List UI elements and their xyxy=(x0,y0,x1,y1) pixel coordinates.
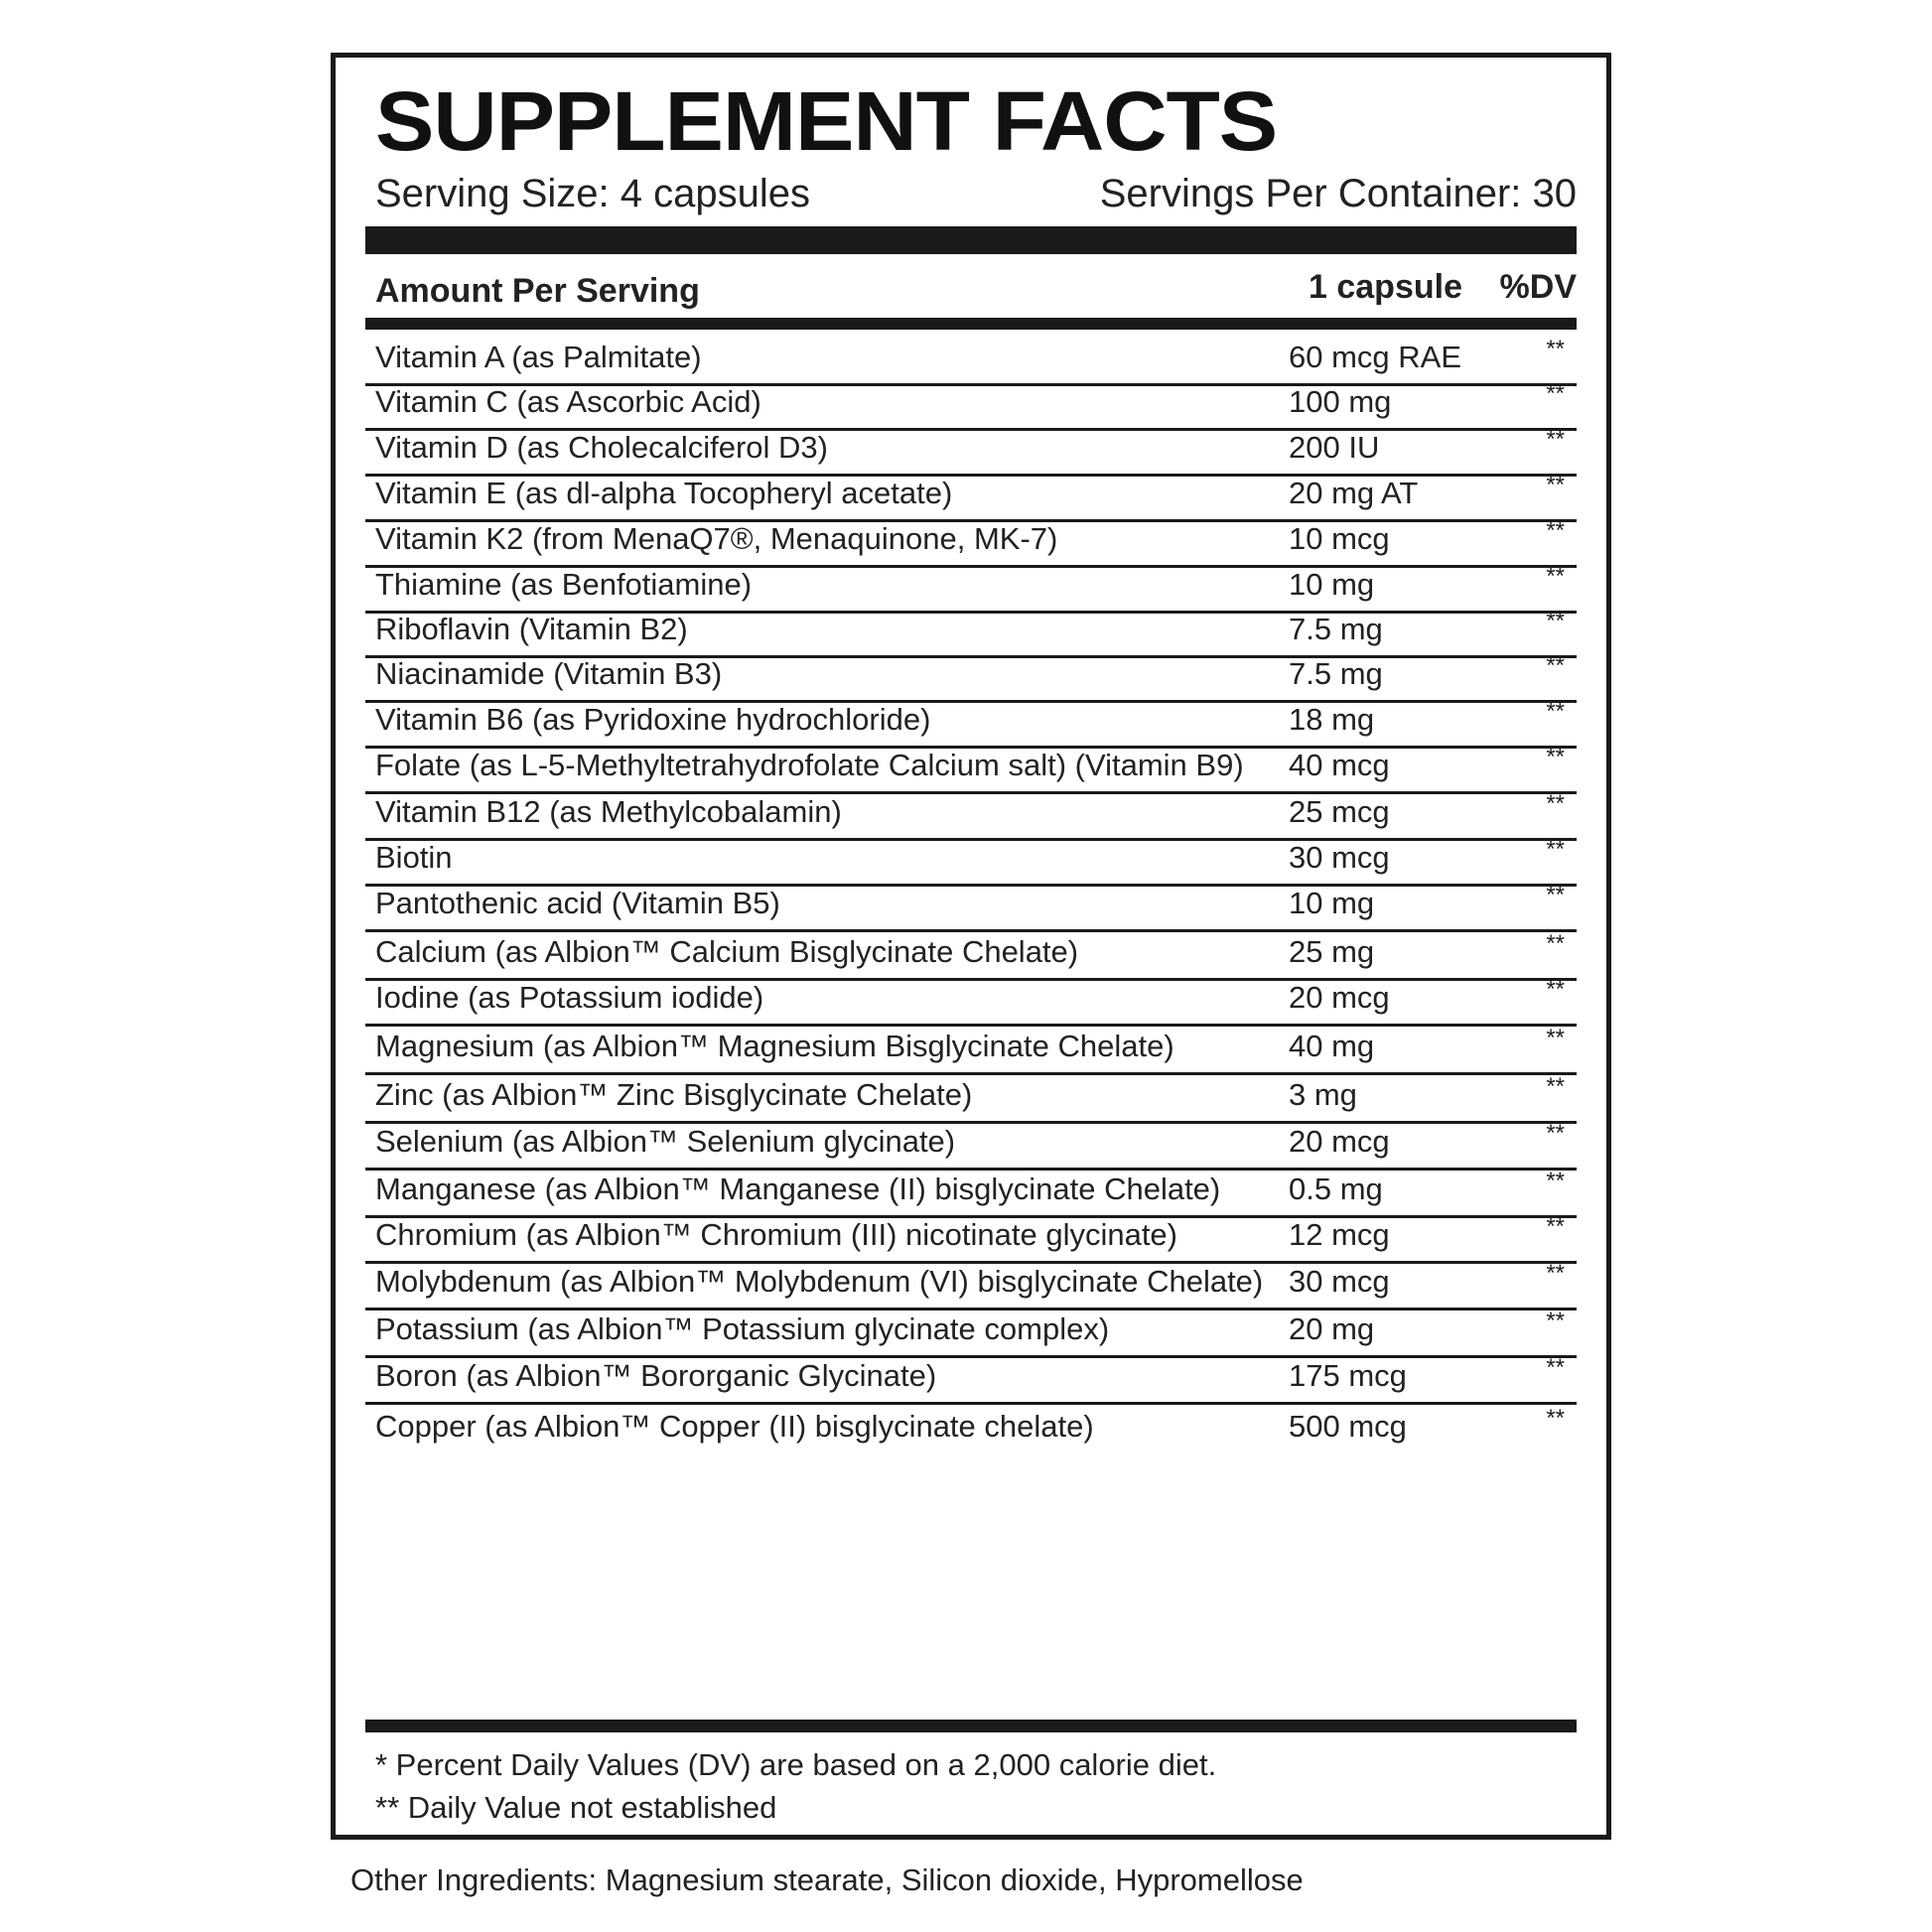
table-row xyxy=(365,976,1577,1027)
other-ingredients: Other Ingredients: Magnesium stearate, Silicon dioxide, Hypromellose xyxy=(350,1863,1304,1897)
nutrient-amount: 12 mcg xyxy=(1289,1217,1390,1252)
table-row xyxy=(365,1308,1577,1358)
nutrient-amount: 7.5 mg xyxy=(1289,656,1383,691)
header-capsule: 1 capsule xyxy=(1309,268,1462,306)
nutrient-name: Thiamine (as Benfotiamine) xyxy=(375,567,753,602)
table-row xyxy=(365,1075,1577,1124)
nutrient-dv: ** xyxy=(1546,1213,1565,1240)
nutrient-name: Riboflavin (Vitamin B2) xyxy=(375,612,688,646)
nutrient-dv: ** xyxy=(1546,472,1565,498)
nutrient-name: Vitamin B12 (as Methylcobalamin) xyxy=(375,794,842,829)
nutrient-dv: ** xyxy=(1546,608,1565,634)
nutrient-name: Folate (as L-5-Methyltetrahydrofolate Calcium salt) (Vitamin B9) xyxy=(375,748,1244,782)
nutrient-name: Vitamin K2 (from MenaQ7®, Menaquinone, MK-7) xyxy=(375,521,1058,556)
nutrient-dv: ** xyxy=(1546,380,1565,407)
nutrient-dv: ** xyxy=(1546,1168,1565,1194)
nutrient-amount: 200 IU xyxy=(1289,430,1380,465)
table-row xyxy=(365,882,1577,932)
nutrient-name: Potassium (as Albion™ Potassium glycinate complex) xyxy=(375,1311,1110,1346)
nutrient-name: Vitamin B6 (as Pyridoxine hydrochloride) xyxy=(375,702,931,737)
nutrient-dv: ** xyxy=(1546,1260,1565,1287)
nutrient-dv: ** xyxy=(1546,336,1565,362)
nutrient-name: Iodine (as Potassium iodide) xyxy=(375,980,764,1015)
nutrient-dv: ** xyxy=(1546,930,1565,957)
table-row xyxy=(365,1354,1577,1405)
nutrient-name: Pantothenic acid (Vitamin B5) xyxy=(375,886,780,920)
nutrient-dv: ** xyxy=(1546,517,1565,544)
table-row xyxy=(365,1260,1577,1311)
table-row xyxy=(365,330,1577,386)
nutrient-amount: 20 mcg xyxy=(1289,1124,1390,1159)
nutrient-amount: 10 mg xyxy=(1289,567,1375,602)
nutrient-amount: 60 mcg RAE xyxy=(1289,340,1462,374)
table-row xyxy=(365,608,1577,658)
nutrient-amount: 40 mcg xyxy=(1289,748,1390,782)
nutrient-dv: ** xyxy=(1546,1025,1565,1051)
nutrient-amount: 18 mg xyxy=(1289,702,1375,737)
nutrient-dv: ** xyxy=(1546,836,1565,863)
nutrient-name: Chromium (as Albion™ Chromium (III) nicotinate glycinate) xyxy=(375,1217,1177,1252)
header-amount-per-serving: Amount Per Serving xyxy=(375,272,700,310)
supplement-facts-panel xyxy=(331,53,1611,1840)
table-row xyxy=(365,517,1577,568)
table-row xyxy=(365,932,1577,981)
nutrient-dv: ** xyxy=(1546,1405,1565,1432)
divider-header xyxy=(365,318,1577,330)
table-row xyxy=(365,652,1577,703)
table-row xyxy=(365,790,1577,841)
table-row xyxy=(365,698,1577,749)
servings-per-container: Servings Per Container: 30 xyxy=(1099,171,1577,215)
nutrient-dv: ** xyxy=(1546,976,1565,1003)
serving-size: Serving Size: 4 capsules xyxy=(375,171,811,215)
footnote-dv-basis: * Percent Daily Values (DV) are based on a 2,000 calorie diet. xyxy=(375,1747,1217,1782)
nutrient-name: Boron (as Albion™ Bororganic Glycinate) xyxy=(375,1358,937,1393)
nutrient-dv: ** xyxy=(1546,1354,1565,1381)
table-row xyxy=(365,1213,1577,1264)
nutrient-amount: 10 mg xyxy=(1289,886,1375,920)
divider-bottom xyxy=(365,1720,1577,1732)
table-row xyxy=(365,744,1577,794)
header-dv: %DV xyxy=(1499,268,1577,306)
nutrient-name: Selenium (as Albion™ Selenium glycinate) xyxy=(375,1124,956,1159)
nutrient-amount: 500 mcg xyxy=(1289,1409,1407,1444)
nutrient-amount: 25 mcg xyxy=(1289,794,1390,829)
table-row xyxy=(365,1168,1577,1218)
nutrient-name: Manganese (as Albion™ Manganese (II) bisglycinate Chelate) xyxy=(375,1172,1221,1206)
nutrient-amount: 20 mg xyxy=(1289,1311,1375,1346)
nutrient-dv: ** xyxy=(1546,1073,1565,1100)
nutrient-amount: 30 mcg xyxy=(1289,1264,1390,1299)
nutrient-amount: 25 mg xyxy=(1289,934,1375,969)
nutrient-amount: 175 mcg xyxy=(1289,1358,1407,1393)
table-row xyxy=(365,836,1577,887)
nutrient-name: Calcium (as Albion™ Calcium Bisglycinate Chelate) xyxy=(375,934,1079,969)
footnote-dv-not-established: ** Daily Value not established xyxy=(375,1790,777,1825)
nutrient-dv: ** xyxy=(1546,1308,1565,1334)
nutrient-dv: ** xyxy=(1546,744,1565,770)
table-row xyxy=(365,426,1577,477)
table-row xyxy=(365,1120,1577,1171)
nutrient-dv: ** xyxy=(1546,698,1565,725)
nutrient-dv: ** xyxy=(1546,882,1565,908)
nutrient-amount: 40 mg xyxy=(1289,1029,1375,1063)
nutrient-dv: ** xyxy=(1546,563,1565,590)
nutrient-name: Vitamin E (as dl-alpha Tocopheryl acetate) xyxy=(375,476,953,510)
nutrient-table xyxy=(365,330,1577,1452)
nutrient-dv: ** xyxy=(1546,652,1565,679)
table-row xyxy=(365,472,1577,522)
nutrient-name: Vitamin A (as Palmitate) xyxy=(375,340,702,374)
serving-info xyxy=(375,169,1577,218)
table-header xyxy=(365,256,1577,318)
nutrient-amount: 20 mcg xyxy=(1289,980,1390,1015)
divider-top xyxy=(365,226,1577,254)
nutrient-amount: 3 mg xyxy=(1289,1077,1357,1112)
nutrient-name: Vitamin D (as Cholecalciferol D3) xyxy=(375,430,828,465)
table-row xyxy=(365,563,1577,614)
nutrient-amount: 10 mcg xyxy=(1289,521,1390,556)
nutrient-name: Vitamin C (as Ascorbic Acid) xyxy=(375,384,761,419)
nutrient-dv: ** xyxy=(1546,790,1565,817)
footnotes xyxy=(375,1743,1216,1829)
nutrient-name: Molybdenum (as Albion™ Molybdenum (VI) bisglycinate Chelate) xyxy=(375,1264,1264,1299)
nutrient-name: Copper (as Albion™ Copper (II) bisglycinate chelate) xyxy=(375,1409,1094,1444)
nutrient-name: Biotin xyxy=(375,840,453,875)
nutrient-amount: 0.5 mg xyxy=(1289,1172,1383,1206)
nutrient-amount: 20 mg AT xyxy=(1289,476,1419,510)
nutrient-dv: ** xyxy=(1546,1120,1565,1147)
nutrient-name: Zinc (as Albion™ Zinc Bisglycinate Chelate) xyxy=(375,1077,973,1112)
panel-title: SUPPLEMENT FACTS xyxy=(375,74,1278,168)
table-row xyxy=(365,380,1577,431)
table-row xyxy=(365,1027,1577,1075)
nutrient-amount: 30 mcg xyxy=(1289,840,1390,875)
nutrient-amount: 100 mg xyxy=(1289,384,1392,419)
nutrient-dv: ** xyxy=(1546,426,1565,453)
nutrient-amount: 7.5 mg xyxy=(1289,612,1383,646)
nutrient-name: Niacinamide (Vitamin B3) xyxy=(375,656,723,691)
table-row xyxy=(365,1405,1577,1452)
nutrient-name: Magnesium (as Albion™ Magnesium Bisglycinate Chelate) xyxy=(375,1029,1174,1063)
